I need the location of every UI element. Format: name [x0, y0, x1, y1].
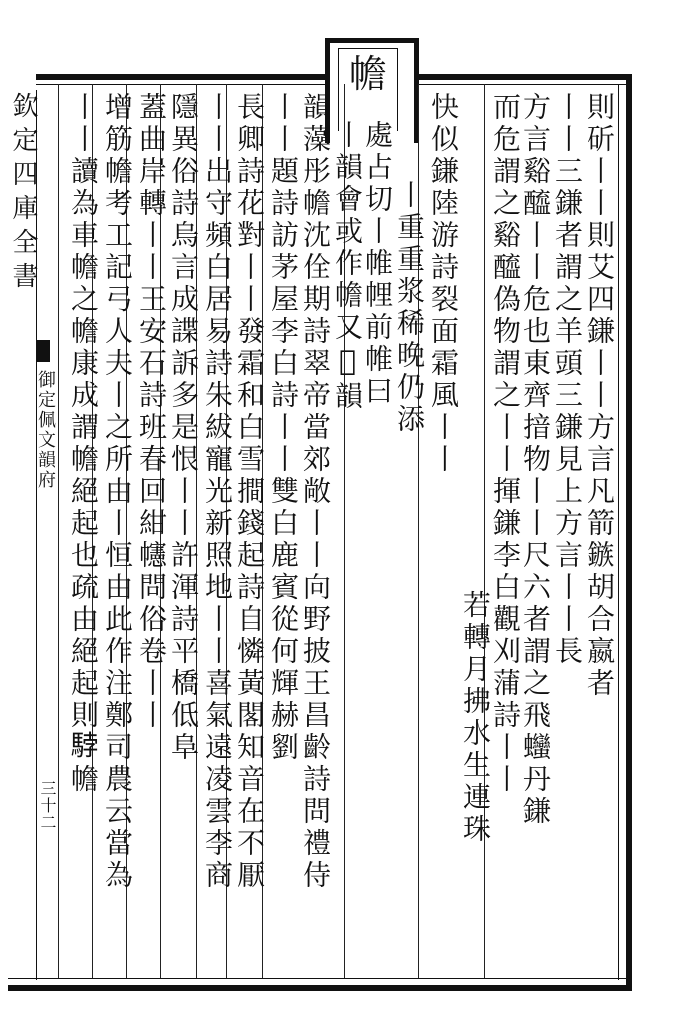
text-column: 丨丨出守頻白居易詩朱紱寵光新照地丨丨喜氣遠凌雲李商 — [201, 92, 234, 892]
column-divider — [58, 84, 59, 978]
text-column: 丨丨題詩訪茅屋李白詩丨丨雙白鹿賓從何輝赫劉 — [267, 92, 300, 764]
frame-right-inner-border — [618, 84, 619, 980]
text-column: 而危謂之谿醯偽物謂之丨丨揮鎌李白觀刈蒲詩丨丨 — [489, 92, 522, 796]
fish-tail-mark — [36, 340, 50, 362]
head-character: 幨 — [348, 52, 387, 96]
book-title: 御定佩文韻府 — [35, 370, 56, 490]
text-column: 丨丨三鎌者謂之羊頭三鎌見上方言丨丨長 — [551, 92, 584, 668]
page-number: 三十二 — [38, 780, 57, 831]
text-column: 韻藻彤幨沈佺期詩翠帝當郊敞丨丨向野披王昌齡詩問禮侍 — [299, 92, 332, 892]
text-column: 蓋曲岸轉丨丨王安石詩班春回紺幰問俗卷丨丨 — [135, 92, 168, 732]
text-column: 丨重重浆稀晚仍添 — [393, 180, 426, 436]
text-column: 增筋幨考工記弓人夫丨之所由丨恒由此作注鄭司農云當為 — [101, 92, 134, 892]
text-column: 則斫丨丨則艾四鎌丨丨方言凡箭鏃胡合嬴者 — [583, 92, 616, 700]
margin-divider — [36, 90, 37, 980]
text-column: 長卿詩花對丨丨發霜和白雪𢵧錢起詩自憐黃閣知音在不厭 — [233, 92, 266, 892]
text-column: 快似鎌陸游詩裂面霜風丨丨 — [427, 92, 460, 476]
text-column: 丨韻會或作幨又𧓍韻 — [331, 120, 364, 413]
text-column: 若轉月拂水生連珠 — [459, 590, 492, 846]
text-column: 方言谿醯丨丨危也東齊揞物丨丨尺六者謂之飛𧖣丹鎌 — [519, 92, 552, 828]
frame-bottom-border — [8, 985, 632, 991]
series-title: 欽定四庫全書 — [8, 92, 38, 296]
frame-right-border — [626, 74, 632, 991]
text-column: 隱異俗詩烏言成諜訴多是恨丨丨許渾詩平橋低阜 — [167, 92, 200, 764]
frame-bottom-inner-border — [8, 978, 632, 979]
text-column: 丨丨讀為車幨之幨康成謂幨絕起也疏由絕起則𩣡幨 — [67, 92, 100, 796]
text-column: 處占切丨帷𢃇前帷曰 — [361, 120, 394, 408]
